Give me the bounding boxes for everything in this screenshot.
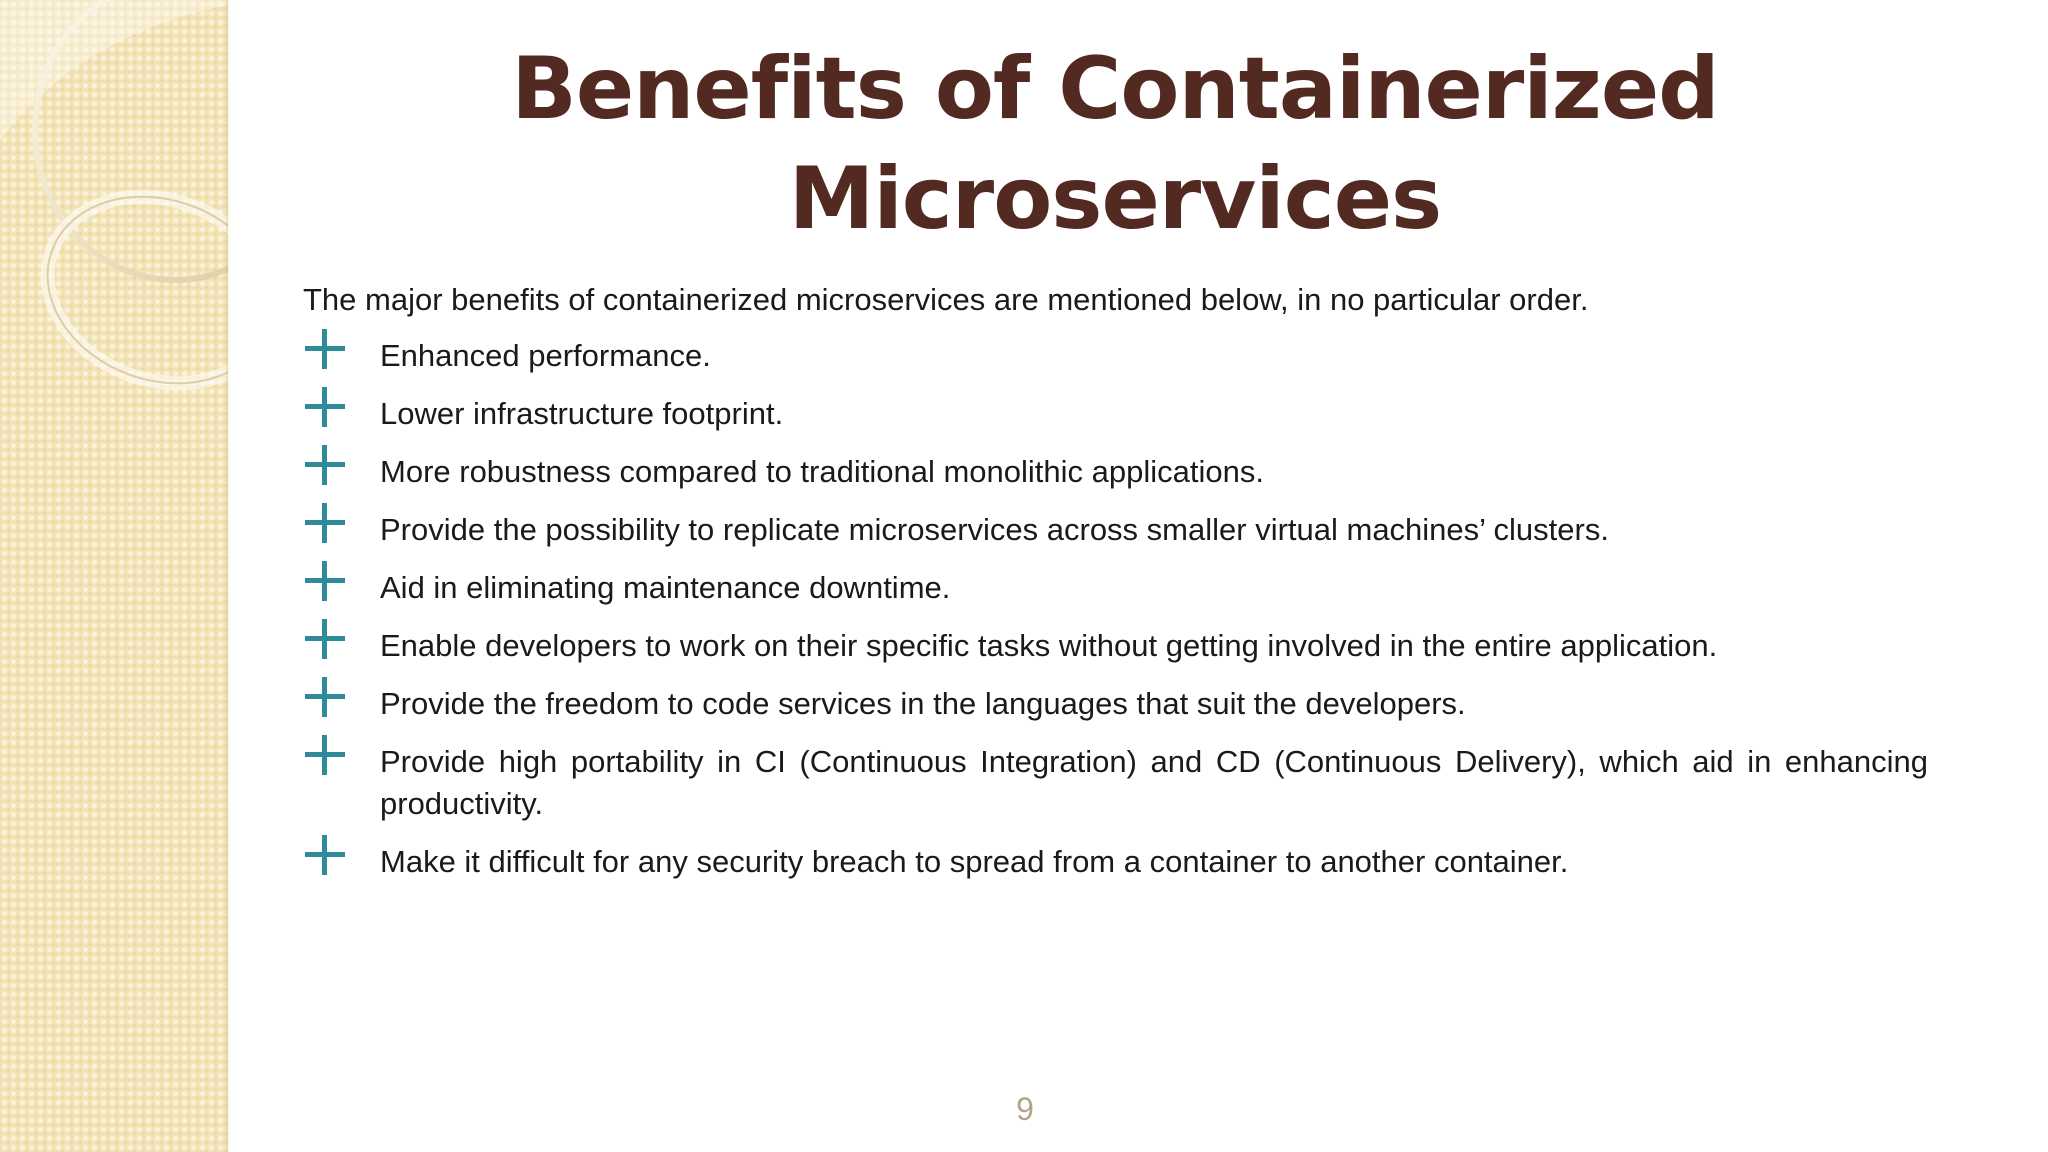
list-item-text: More robustness compared to traditional monolithic applications. [380,454,1264,489]
list-item-text: Make it difficult for any security breach to spread from a container to another container. [380,844,1569,879]
list-item-text: Provide the possibility to replicate microservices across smaller virtual machines’ clusters. [380,512,1609,547]
list-item-text: Aid in eliminating maintenance downtime. [380,570,951,605]
list-item [303,393,1928,435]
benefits-list [303,335,1928,883]
list-item-text: Lower infrastructure footprint. [380,396,784,431]
list-item-text: Enable developers to work on their specific tasks without getting involved in the entire application. [380,628,1718,663]
intro-text: The major benefits of containerized microservices are mentioned below, in no particular order. [303,282,1589,317]
list-item [303,683,1928,725]
plus-icon [305,329,345,369]
page-number: 9 [1016,1091,1034,1127]
plus-icon [305,561,345,601]
list-item [303,335,1928,377]
decorative-sidebar [0,0,228,1152]
list-item [303,567,1928,609]
slide-title [230,34,2000,254]
plus-icon [305,619,345,659]
list-item [303,509,1928,551]
list-item-text: Enhanced performance. [380,338,711,373]
plus-icon [305,445,345,485]
slide-title-line-2: Microservices [788,149,1442,249]
plus-icon [305,677,345,717]
list-item-text: Provide the freedom to code services in the languages that suit the developers. [380,686,1466,721]
plus-icon [305,835,345,875]
list-item [303,451,1928,493]
list-item [303,841,1928,883]
slide-title-line-1: Benefits of Containerized [511,39,1719,139]
list-item [303,625,1928,667]
slide-body [303,277,1928,899]
list-item-text: Provide high portability in CI (Continuous Integration) and CD (Continuous Delivery), which aid in enhancing productivity. [380,744,1928,821]
decorative-rings [0,0,228,420]
plus-icon [305,387,345,427]
plus-icon [305,735,345,775]
list-item [303,741,1928,825]
plus-icon [305,503,345,543]
